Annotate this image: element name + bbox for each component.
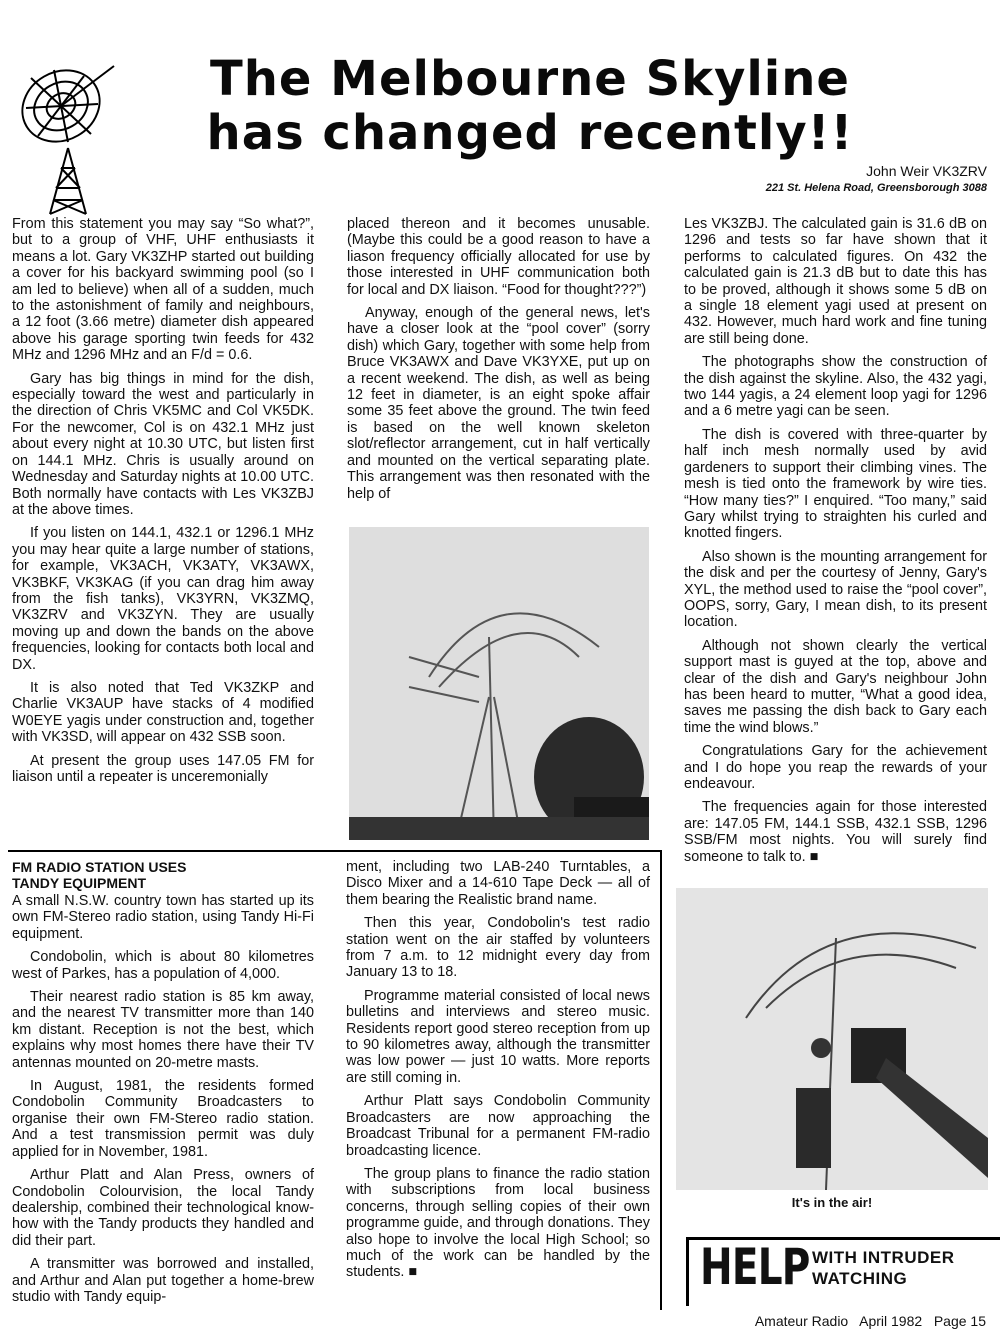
paragraph: Anyway, enough of the general news, let's have a closer look at the “pool cover” (sorry dish) which Gary, together with some help from Bruce VK3AWX and Dave VK3YXE, put up on a recent weekend. The dish, as well as being 12 feet in diameter, is an eight spoke affair some 35 feet above the ground. The twin feed is based on the well known skeleton slot/reflector arrangement, cut in half vertically and mounted on the vertical separating plate. This arrangement was then resonated with the help of bbox=[347, 305, 650, 502]
paragraph: If you listen on 144.1, 432.1 or 1296.1 MHz you may hear quite a large number of stations, for example, VK3ACH, VK3ATY, VK3AWX, VK3BKF, VK3KAG (if you can drag him away from the fish tanks), VK3YRN, VK3ZMQ, VK3ZRV and VK3ZYN. They are usually moving up and down the bands on the above frequencies, looking for contacts both local and DX. bbox=[12, 525, 314, 673]
article-column-1 bbox=[12, 216, 314, 792]
help-text bbox=[812, 1247, 954, 1289]
paragraph: It is also noted that Ted VK3ZKP and Charlie VK3AUP have stacks of 4 modified W0EYE yagis under construction and, together with VK3SD, will appear on 432 SSB soon. bbox=[12, 679, 314, 746]
article-column-2 bbox=[347, 216, 650, 509]
paragraph: Programme material consisted of local news bulletins and interviews and stereo music. Residents report good stereo reception from up to 90 kilometres away, although the transmitter was low power — just 10 watts. More reports are still coming in. bbox=[346, 987, 650, 1086]
paragraph: The frequencies again for those interested are: 147.05 FM, 144.1 SSB, 432.1 SSB, 1296 SSB/FM most nights. You will surely find someone to talk to. ■ bbox=[684, 799, 987, 865]
paragraph: The dish is covered with three-quarter by half inch mesh normally used by avid gardeners to support their climbing vines. The mesh is tied onto the framework by wire ties. “How many ties?” I enquired. “Too many,” said Gary whilst trying to straighten his curled and knotted fingers. bbox=[684, 426, 987, 542]
paragraph: A small N.S.W. country town has started up its own FM-Stereo radio station, using Tandy Hi-Fi equipment. bbox=[12, 893, 314, 942]
dish-photo-2 bbox=[676, 888, 988, 1190]
fm-box-right-rule bbox=[660, 850, 662, 1310]
paragraph: In August, 1981, the residents formed Condobolin Community Broadcasters to organise their own FM-Stereo radio station. And a test transmission permit was duly applied for in November, 1981. bbox=[12, 1078, 314, 1160]
help-text-line-1: WITH INTRUDER bbox=[812, 1248, 955, 1267]
paragraph: Also shown is the mounting arrangement for the disk and per the courtesy of Jenny, Gary's XYL, the method used to raise the “pool cover”, OOPS, sorry, Gary, I mean dish, to its present location. bbox=[684, 548, 987, 631]
title-line-1: The Melbourne Skyline bbox=[210, 51, 850, 107]
paragraph: The group plans to finance the radio station with subscriptions from local business concerns, through selling copies of their own programme guide, and through donations. They also hope to involve the local High School; so much of the work can be handled by the students. ■ bbox=[346, 1165, 650, 1281]
page-footer: Amateur Radio April 1982 Page 15 bbox=[754, 1313, 986, 1329]
author-address: 221 St. Helena Road, Greensborough 3088 bbox=[765, 182, 987, 194]
paragraph: At present the group uses 147.05 FM for liaison until a repeater is unceremonially bbox=[12, 752, 314, 785]
article-column-3 bbox=[684, 216, 987, 872]
dish-photo-1 bbox=[349, 527, 649, 840]
paragraph: placed thereon and it becomes unusable. (Maybe this could be a good reason to have a liason frequency officially allocated for use by those interested in UHF communication both for local and DX liaison. “Food for thought???”) bbox=[347, 216, 650, 298]
paragraph: ment, including two LAB-240 Turntables, a Disco Mixer and a 14-610 Tape Deck — all of them bearing the Realistic brand name. bbox=[346, 859, 650, 908]
fm-title-line-2: TANDY EQUIPMENT bbox=[12, 875, 147, 891]
author-block bbox=[766, 163, 987, 197]
fm-column-2 bbox=[346, 859, 650, 1288]
fm-article-title bbox=[12, 859, 314, 891]
paragraph: Although not shown clearly the vertical support mast is guyed at the top, above and clear of the dish and Gary's neighbour John has been heard to mutter, “What a good idea, saves me passing the dish back to Gary each time the wind blows.” bbox=[684, 637, 987, 736]
paragraph: Congratulations Gary for the achievement and I do hope you reap the rewards of your endeavour. bbox=[684, 743, 987, 792]
paragraph: Gary has big things in mind for the dish, especially toward the west and particularly in the direction of Chris VK5MC and Col VK5DK. For the newcomer, Col is on 432.1 MHz just about every night at 10.30 UTC, but listen first on 144.1 MHz. Chris is usually around on Wednesday and Saturday nights at 10.00 UTC. Both normally have contacts with Les VK3ZBJ at the above times. bbox=[12, 370, 314, 518]
help-word: HELP bbox=[700, 1238, 810, 1296]
fm-title-line-1: FM RADIO STATION USES bbox=[12, 859, 187, 875]
paragraph: A transmitter was borrowed and installed, and Arthur and Alan put together a home-brew studio with Tandy equip- bbox=[12, 1256, 314, 1305]
title-line-2: has changed recently!! bbox=[206, 105, 854, 161]
paragraph: Then this year, Condobolin's test radio station went on the air staffed by volunteers from 7 a.m. to 12 midnight every day from January 13 to 18. bbox=[346, 915, 650, 981]
page-title bbox=[140, 52, 920, 160]
fm-box-top-rule bbox=[8, 850, 662, 852]
paragraph: Les VK3ZBJ. The calculated gain is 31.6 dB on 1296 and tests so far have shown that it performs to calculated figures. On 432 the calculated gain is 21.3 dB but to date this has to be proved, although it shows some 5 dB on a single 18 element yagi used at present on 432. However, much hard work and fine tuning are still being done. bbox=[684, 216, 987, 347]
paragraph: Arthur Platt says Condobolin Community Broadcasters are now approaching the Broadcast Tribunal for a permanent FM-radio broadcasting licence. bbox=[346, 1093, 650, 1159]
fm-column-1 bbox=[12, 859, 314, 1312]
dish-logo bbox=[6, 48, 138, 216]
paragraph: From this statement you may say “So what?”, but to a group of VHF, UHF enthusiasts it means a lot. Gary VK3ZHP started out building a cover for his backyard swimming pool (so I am led to believe) when all of a sudden, much to the astonishment of family and neighbours, a 12 foot (3.66 metre) diameter dish appeared above his garage sporting twin feeds for 432 MHz and 1296 MHz and an F/d = 0.6. bbox=[12, 216, 314, 364]
satellite-dish-icon bbox=[6, 48, 138, 216]
paragraph: Condobolin, which is about 80 kilometres west of Parkes, has a population of 4,000. bbox=[12, 949, 314, 982]
photo-caption: It's in the air! bbox=[791, 1195, 873, 1210]
paragraph: Their nearest radio station is 85 km away, and the nearest TV transmitter more than 140 km distant. Reception is not the best, which explains why most homes there have their TV antennas mounted on 20-metre masts. bbox=[12, 989, 314, 1071]
help-text-line-2: WATCHING bbox=[812, 1269, 908, 1288]
paragraph: The photographs show the construction of the dish against the skyline. Also, the 432 yagi, two 144 yagis, a 24 element loop yagi for 1296 and a 6 metre yagi can be seen. bbox=[684, 354, 987, 420]
author-name: John Weir VK3ZRV bbox=[866, 163, 987, 179]
paragraph: Arthur Platt and Alan Press, owners of Condobolin Colourvision, the local Tandy dealership, combined their technological know-how with the Tandy products they handled and did their part. bbox=[12, 1167, 314, 1249]
